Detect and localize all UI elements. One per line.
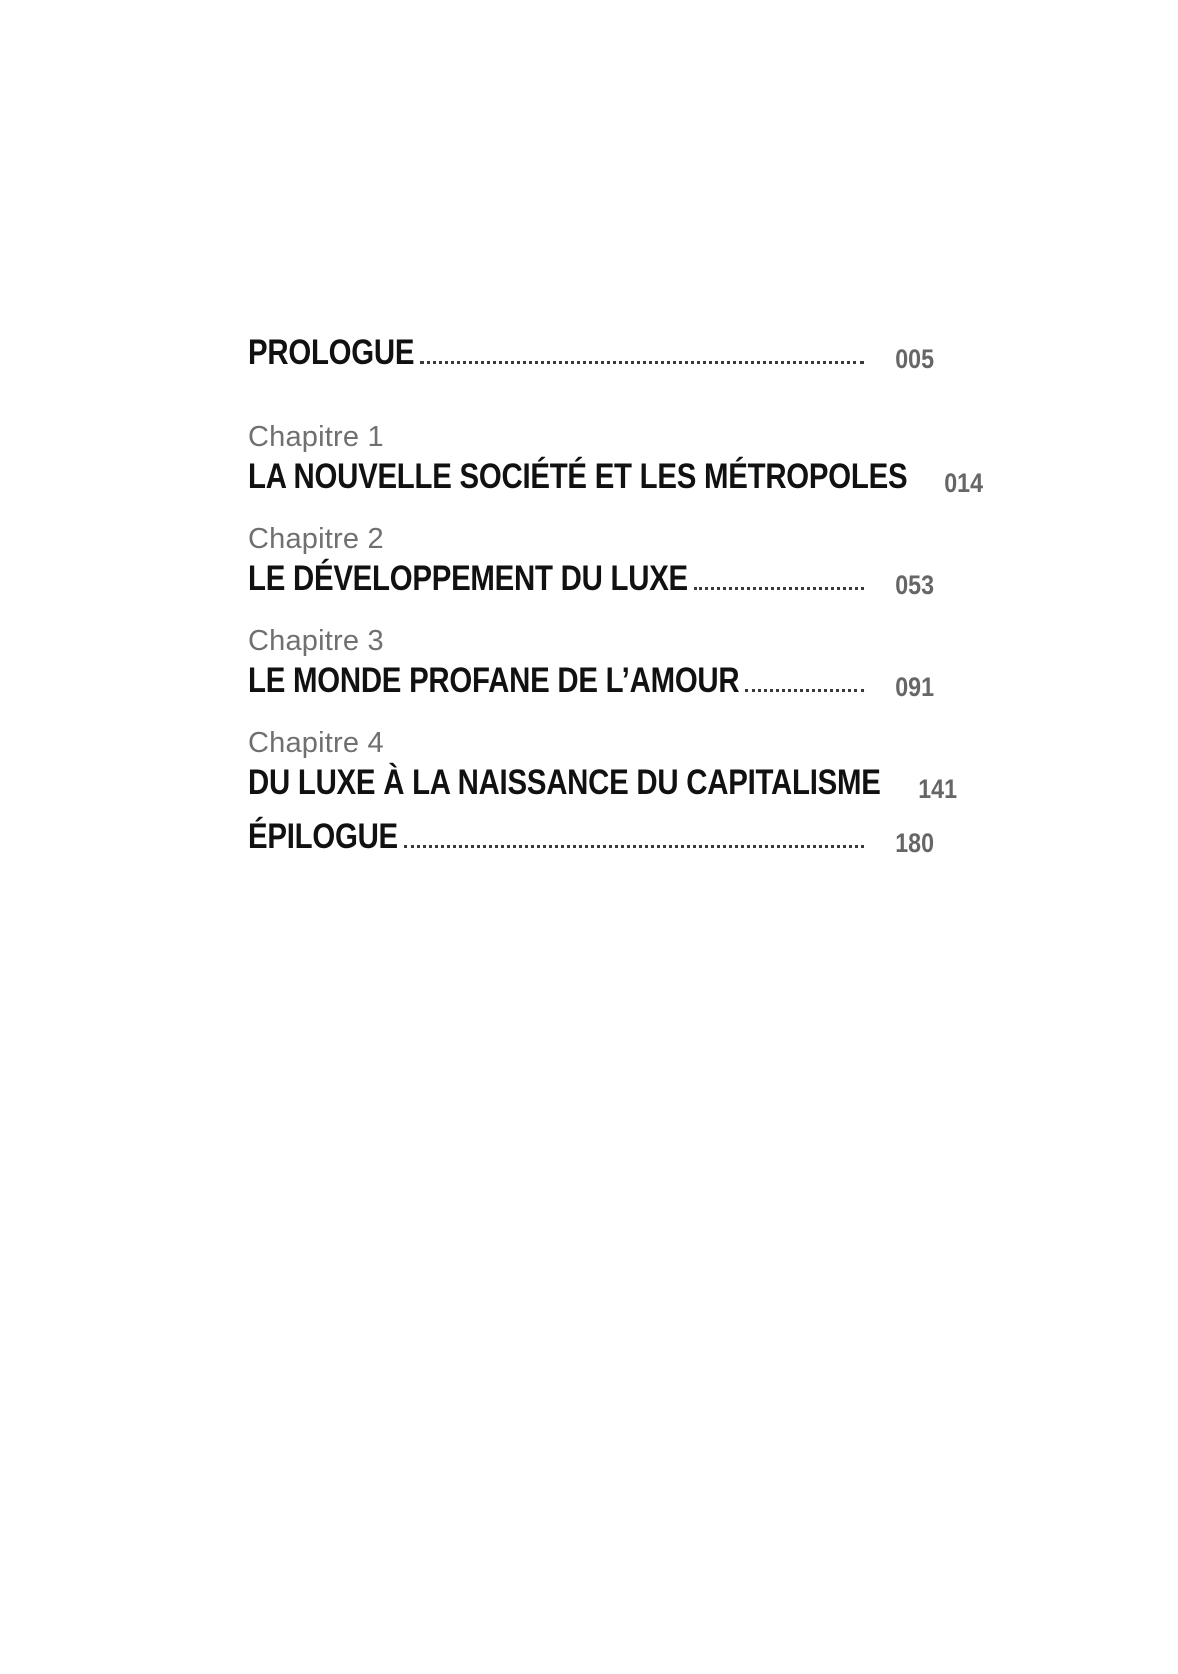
chapter-title: DU LUXE À LA NAISSANCE DU CAPITALISME <box>248 763 881 802</box>
page-number: 053 <box>895 570 934 600</box>
toc-entry-prologue <box>248 330 934 376</box>
entry-title: ÉPILOGUE <box>248 817 398 856</box>
dot-leader <box>694 587 864 590</box>
toc-row <box>248 814 934 860</box>
toc-row <box>248 454 984 500</box>
toc-entry-chapter-4 <box>248 726 957 806</box>
toc-row <box>248 330 934 376</box>
dot-leader <box>404 845 864 848</box>
dot-leader <box>420 361 864 364</box>
page-number: 180 <box>895 828 934 858</box>
entry-title: PROLOGUE <box>248 333 415 372</box>
chapter-label: Chapitre 2 <box>248 523 384 555</box>
page-number: 005 <box>895 344 934 374</box>
toc-row <box>248 760 957 806</box>
page-number: 141 <box>917 774 957 804</box>
chapter-title: LA NOUVELLE SOCIÉTÉ ET LES MÉTROPOLES <box>248 457 908 496</box>
toc-row <box>248 658 934 704</box>
page-number: 091 <box>895 672 934 702</box>
dot-leader <box>745 689 864 692</box>
table-of-contents <box>248 330 984 860</box>
toc-entry-chapter-3 <box>248 624 934 704</box>
chapter-label: Chapitre 4 <box>248 727 384 759</box>
chapter-label: Chapitre 3 <box>248 625 384 657</box>
toc-entry-chapter-2 <box>248 522 934 602</box>
toc-entry-epilogue <box>248 814 934 860</box>
toc-row <box>248 556 934 602</box>
chapter-title: LE MONDE PROFANE DE L’AMOUR <box>248 661 740 700</box>
toc-entry-chapter-1 <box>248 420 984 500</box>
chapter-label: Chapitre 1 <box>248 421 384 453</box>
chapter-title: LE DÉVELOPPEMENT DU LUXE <box>248 559 688 598</box>
page-number: 014 <box>944 468 984 498</box>
